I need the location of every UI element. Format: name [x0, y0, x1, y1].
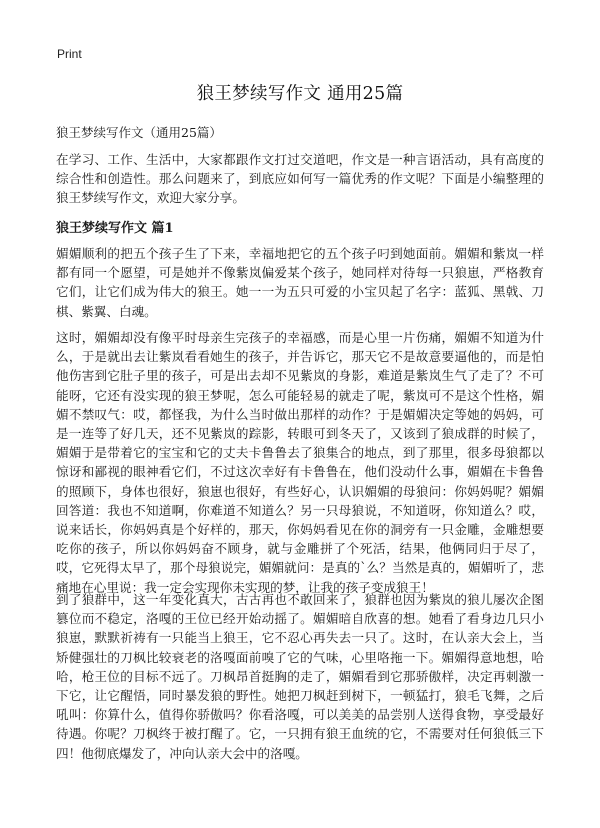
intro-paragraph: 在学习、工作、生活中，大家都跟作文打过交道吧，作文是一种言语活动，具有高度的综合性和创造性。那么问题来了，到底应如何写一篇优秀的作文呢？下面是小编整理的狼王梦续写作文，欢迎大家分享。	[56, 152, 544, 206]
paragraph-3: 到了狼群中，这一年变化真大，古古再也不敢回来了，狼群也因为紫岚的狼儿屡次企图篡位而不稳定，洛嘎的王位已经开始动摇了。媚媚暗自欣喜的想。她看了看身边几只小狼崽，默默祈祷有一只能当上狼王，它不忍心再失去一只了。这时，在认亲大会上，当矫健强壮的刀枫比较衰老的洛嘎面前嗅了它的气味，心里咯拖一下。媚媚得意地想，哈哈，枪王位的目标不远了。刀枫昂首挺胸的走了，媚媚看到它那骄傲样，决定再刺激一下它，让它醒悟，同时暴发狼的野性。她把刀枫赶到树下，一顿猛打，狼毛飞舞，之后吼叫：你算什么，值得你骄傲吗？你看洛嘎，可以美美的品尝别人送得食物，享受最好待遇。你呢？刀枫终于被打醒了。它，一只拥有狼王血统的它，不需要对任何狼低三下四！他彻底爆发了，冲向认亲大会中的洛嘎。	[56, 592, 544, 761]
page-title: 狼王梦续写作文 通用25篇	[196, 84, 404, 104]
document-subtitle: 狼王梦续写作文（通用25篇）	[56, 125, 222, 140]
paragraph-1: 媚媚顺利的把五个孩子生了下来，幸福地把它的五个孩子叼到她面前。媚媚和紫岚一样都有同一个愿望，可是她并不像紫岚偏爱某个孩子，她同样对待每一只狼崽，严格教育它们，让它们成为伟大的狼王。她一一为五只可爱的小宝贝起了名字：蓝狐、黑戟、刀棋、紫翼、白魂。	[56, 246, 544, 319]
section-heading: 狼王梦续写作文 篇1	[56, 221, 174, 236]
print-link[interactable]: Print	[57, 47, 82, 61]
paragraph-2: 这时，媚媚却没有像平时母亲生完孩子的幸福感，而是心里一片伤痛，媚媚不知道为什么，于是就出去让紫岚看看她生的孩子，并告诉它，那天它不是故意要逼他的，而是怕他伤害到它肚子里的孩子，可是出去却不见紫岚的身影，难道是紫岚生气了走了？不可能呀，它还有没实现的狼王梦呢，怎么可能轻易的就走了呢，紫岚可不是这个性格，媚媚不禁叹气：哎，都怪我，为什么当时做出那样的动作？于是媚媚决定等她的妈妈，可是一连等了好几天，还不见紫岚的踪影，转眼可到冬天了，又该到了狼成群的时候了，媚媚于是带着它的宝宝和它的丈夫卡鲁鲁去了狼集合的地点，到了那里，很多母狼都以惊讶和鄙视的眼神看它们，不过这次幸好有卡鲁鲁在，他们没动什么事，媚媚在卡鲁鲁的照顾下，身体也很好，狼崽也很好，有些好心，认识媚媚的母狼问：你妈妈呢？媚媚回答道：我也不知道啊，你难道不知道么？另一只母狼说，不知道呀，你知道么？哎，说来话长，你妈妈真是个好样的，那天，你妈妈看见在你的洞旁有一只金雕，金雕想要吃你的孩子，所以你妈妈奋不顾身，就与金雕拼了个死活，结果，他俩同归于尽了，哎，它死得太早了，那个母狼说完，媚媚就问：是真的`么？当然是真的，媚媚听了，悲痛地在心里说：我一定会实现你未实现的梦，让我的孩子变成狼王！	[56, 330, 544, 595]
